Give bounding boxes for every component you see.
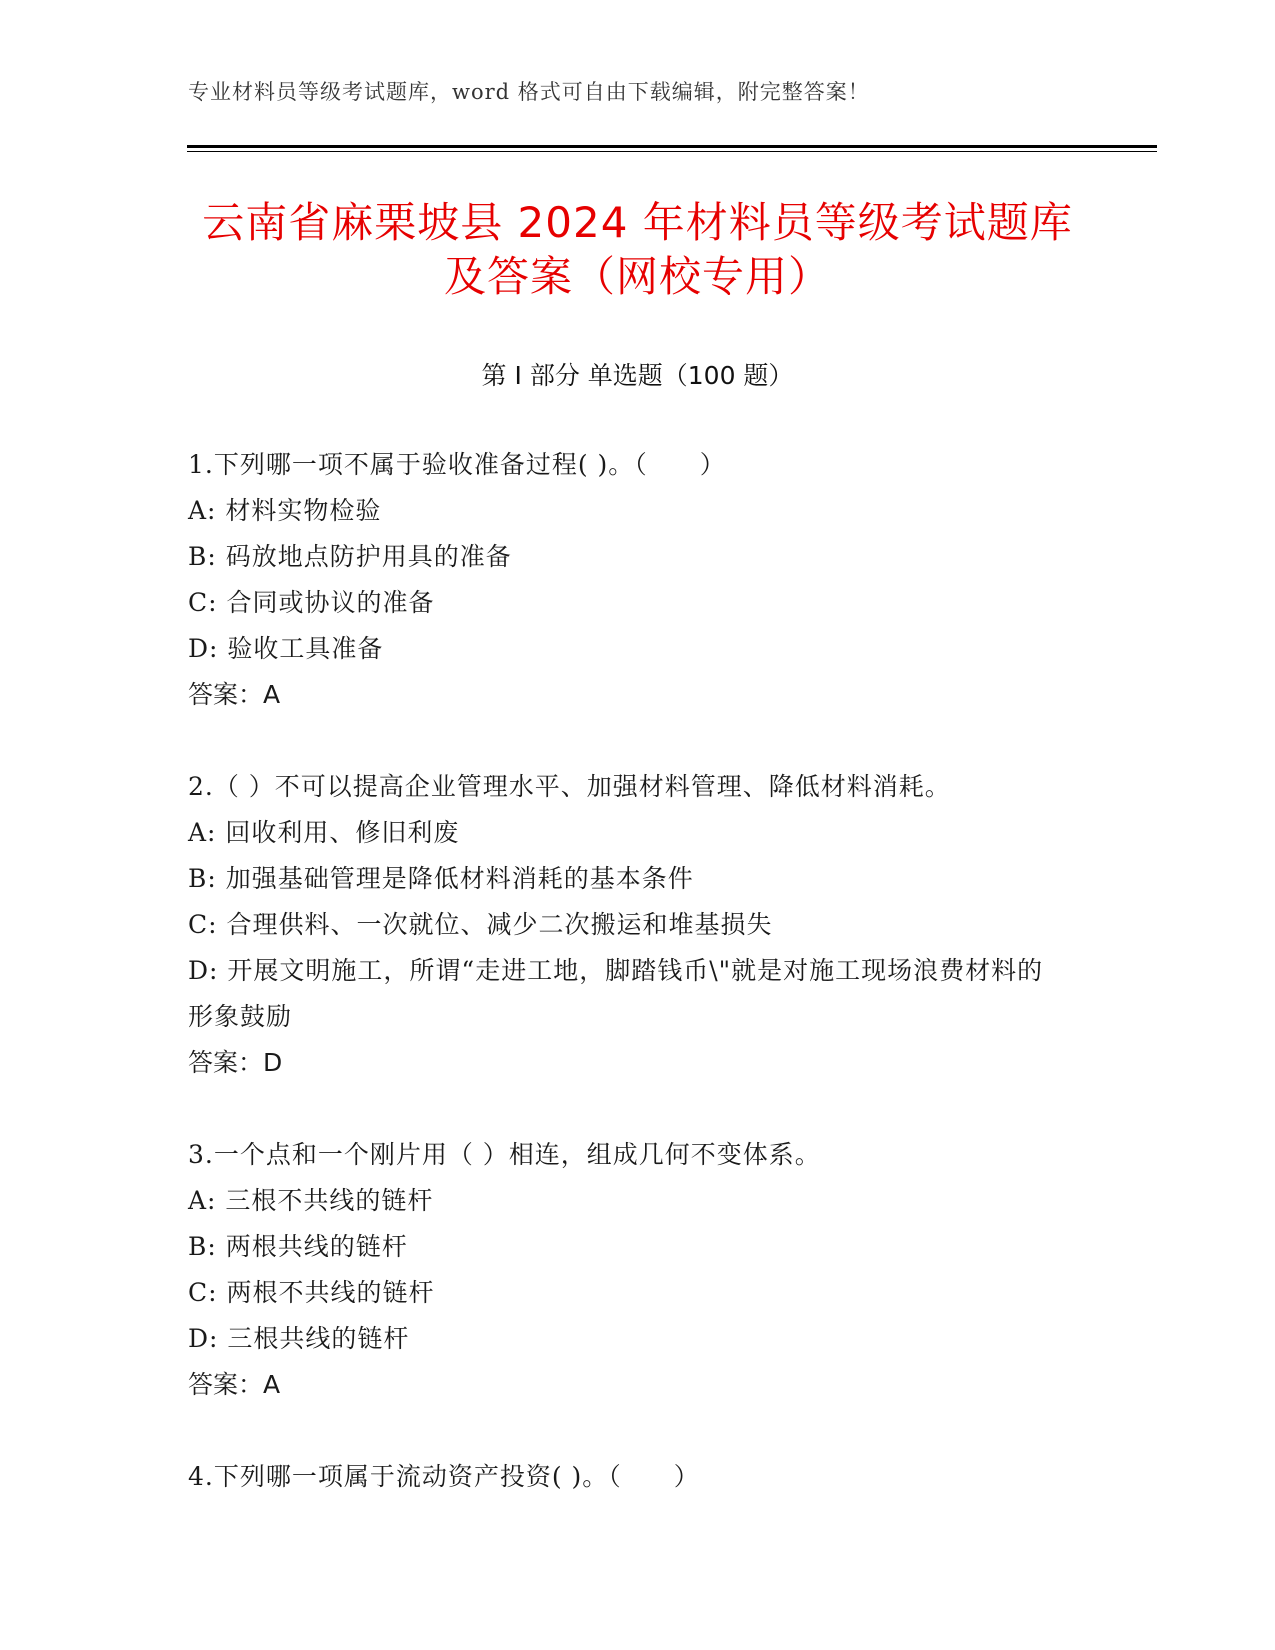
header-rule-thick xyxy=(187,145,1157,148)
question-item xyxy=(188,442,1088,718)
option-d: D: 验收工具准备 xyxy=(188,634,384,663)
option-c: C: 合理供料、一次就位、减少二次搬运和堆基损失 xyxy=(188,910,773,939)
question-stem: 1.下列哪一项不属于验收准备过程( )。（ ） xyxy=(188,450,726,479)
question-stem: 4.下列哪一项属于流动资产投资( )。（ ） xyxy=(188,1462,700,1491)
title-line-2: 及答案（网校专用） xyxy=(443,252,831,301)
option-c: C: 两根不共线的链杆 xyxy=(188,1278,435,1307)
question-item xyxy=(188,1132,1088,1408)
section-title: 第 I 部分 单选题（100 题） xyxy=(481,361,794,390)
option-d: D: 开展文明施工，所谓“走进工地，脚踏钱币\"就是对施工现场浪费材料的形象鼓励 xyxy=(188,956,1044,1031)
option-b: B: 码放地点防护用具的准备 xyxy=(188,542,512,571)
page-header: 专业材料员等级考试题库，word 格式可自由下载编辑，附完整答案！ xyxy=(188,80,870,104)
question-item xyxy=(188,764,1088,1086)
answer: 答案：A xyxy=(188,680,281,709)
header-rule-thin xyxy=(187,151,1157,152)
option-a: A: 回收利用、修旧利废 xyxy=(188,818,460,847)
option-d: D: 三根共线的链杆 xyxy=(188,1324,410,1353)
question-stem: 2.（ ）不可以提高企业管理水平、加强材料管理、降低材料消耗。 xyxy=(188,772,951,801)
question-list xyxy=(188,442,1088,1500)
option-a: A: 三根不共线的链杆 xyxy=(188,1186,434,1215)
option-b: B: 加强基础管理是降低材料消耗的基本条件 xyxy=(188,864,694,893)
question-item xyxy=(188,1454,1088,1500)
question-stem: 3.一个点和一个刚片用（ ）相连，组成几何不变体系。 xyxy=(188,1140,821,1169)
answer: 答案：A xyxy=(188,1370,281,1399)
answer: 答案：D xyxy=(188,1048,283,1077)
option-c: C: 合同或协议的准备 xyxy=(188,588,435,617)
document-title xyxy=(0,196,1275,304)
title-line-1: 云南省麻栗坡县 2024 年材料员等级考试题库 xyxy=(202,198,1073,247)
option-b: B: 两根共线的链杆 xyxy=(188,1232,408,1261)
option-a: A: 材料实物检验 xyxy=(188,496,382,525)
